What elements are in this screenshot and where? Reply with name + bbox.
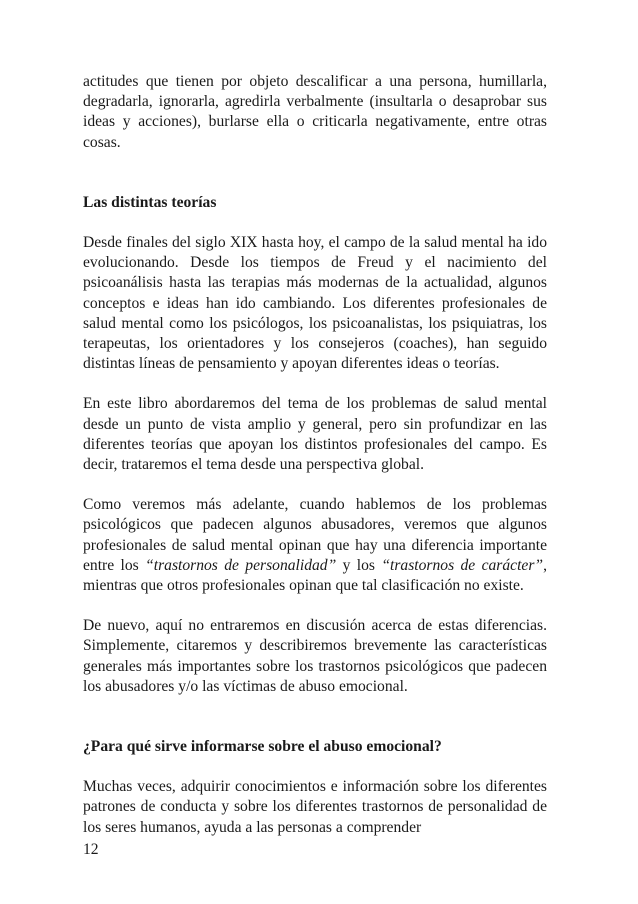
text-run: , mientras que otros profesionales opinan que tal clasificación no existe. [83,556,547,595]
italic-term-character-disorders: “trastornos de carácter” [381,556,544,574]
spacer [83,596,547,616]
page-body [83,72,547,838]
spacer [83,213,547,233]
intro-paragraph: actitudes que tienen por objeto descalificar a una persona, humillarla, degradarla, ignorarla, agredirla verbalmente (insultarla o desaprobar sus ideas y acciones), burlarse ella o criticarla negativamente, entre otras cosas. [83,73,547,151]
page-number: 12 [83,841,99,858]
section-heading-theories: Las distintas teorías [83,193,217,211]
theories-paragraph-4: De nuevo, aquí no entraremos en discusión acerca de estas diferencias. Simplemente, citaremos y describiremos brevemente las características generales más importantes sobre los trastornos psicológicos que padecen los abusadores y/o las víctimas de abuso emocional. [83,617,547,695]
theories-paragraph-3 [83,495,547,596]
why-inform-paragraph-1: Muchas veces, adquirir conocimientos e información sobre los diferentes patrones de conducta y sobre los diferentes trastornos de personalidad de los seres humanos, ayuda a las personas a comprender [83,778,547,836]
spacer [83,153,547,193]
spacer [83,757,547,777]
spacer [83,374,547,394]
text-run: y los [336,556,382,574]
text-run: Como veremos más adelante, cuando hablemos de los problemas psicológicos que padecen algunos abusadores, veremos que algunos profesionales de salud mental opinan que hay una diferencia importante entre los [83,496,547,574]
theories-paragraph-1: Desde finales del siglo XIX hasta hoy, el campo de la salud mental ha ido evolucionando. Desde los tiempos de Freud y el nacimiento del psicoanálisis hasta las terapias más modernas de la actualidad, algunos conceptos e ideas han ido cambiando. Los diferentes profesionales de salud mental como los psicólogos, los psicoanalistas, los psiquiatras, los terapeutas, los orientadores y los consejeros (coaches), han seguido distintas líneas de pensamiento y apoyan diferentes ideas o teorías. [83,234,547,373]
spacer [83,697,547,737]
section-heading-why-inform: ¿Para qué sirve informarse sobre el abuso emocional? [83,738,442,756]
spacer [83,475,547,495]
theories-paragraph-2: En este libro abordaremos del tema de los problemas de salud mental desde un punto de vista amplio y general, pero sin profundizar en las diferentes teorías que apoyan los distintos profesionales del campo. Es decir, trataremos el tema desde una perspectiva global. [83,395,547,474]
italic-term-personality-disorders: “trastornos de personalidad” [145,556,337,574]
